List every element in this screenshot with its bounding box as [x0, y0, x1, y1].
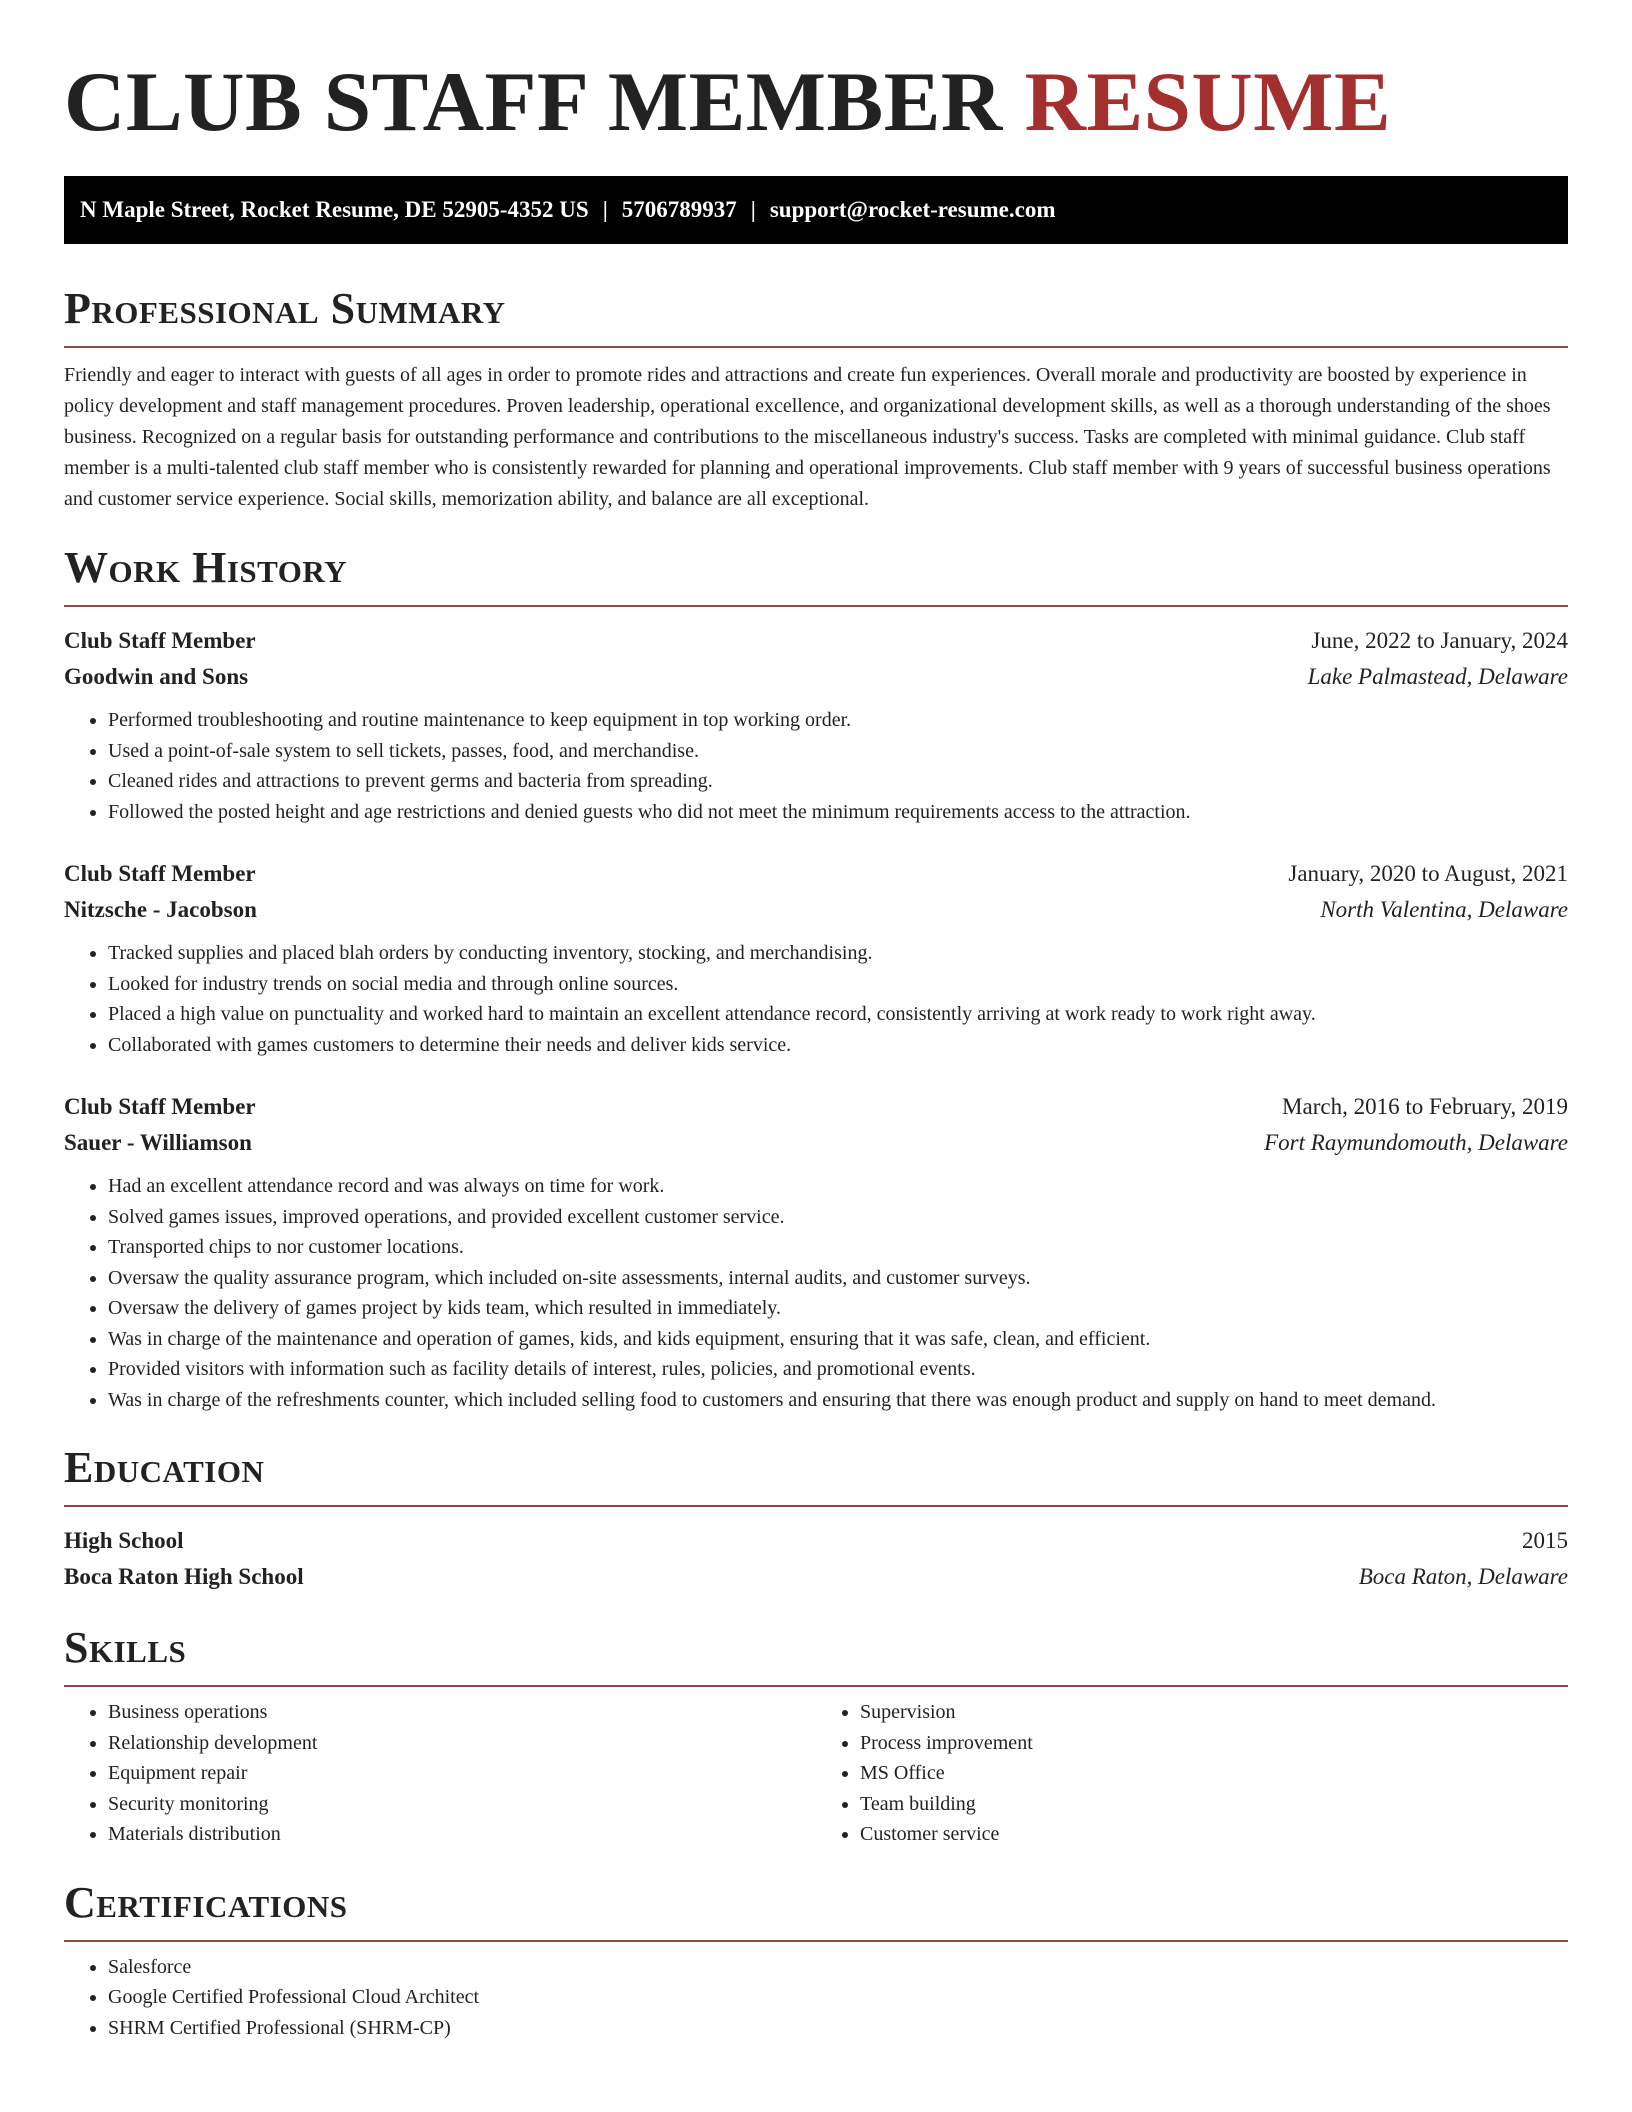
- job-location: North Valentina, Delaware: [1320, 897, 1568, 922]
- job-entry: [64, 856, 1568, 1060]
- skill-item: • Materials distribution: [108, 1819, 816, 1850]
- job-dates: March, 2016 to February, 2019: [1282, 1094, 1568, 1119]
- education-heading: Education: [64, 1441, 1568, 1507]
- job-bullet: • Placed a high value on punctuality and worked hard to maintain an excellent attendance record, consistently arriving at work ready to work right away.: [108, 999, 1568, 1030]
- job-dates: January, 2020 to August, 2021: [1288, 861, 1568, 886]
- skill-item: • Business operations: [108, 1697, 816, 1728]
- job-bullet: • Transported chips to nor customer locations.: [108, 1232, 1568, 1263]
- job-bullet: • Oversaw the quality assurance program, which included on-site assessments, internal audits, and customer surveys.: [108, 1263, 1568, 1294]
- job-location: Fort Raymundomouth, Delaware: [1264, 1130, 1568, 1155]
- certification-item: • SHRM Certified Professional (SHRM-CP): [108, 2013, 1568, 2044]
- contact-separator: |: [750, 197, 756, 222]
- skills-heading: Skills: [64, 1621, 1568, 1687]
- contact-email: support@rocket-resume.com: [769, 197, 1056, 222]
- skills-section: [64, 1621, 1568, 1850]
- job-company: Sauer - Williamson: [64, 1130, 252, 1155]
- skills-list-left: [64, 1697, 816, 1850]
- skill-item: • MS Office: [860, 1758, 1568, 1789]
- work-history-section: [64, 541, 1568, 1415]
- job-location: Lake Palmastead, Delaware: [1307, 664, 1568, 689]
- education-school: Boca Raton High School: [64, 1564, 304, 1589]
- job-title: Club Staff Member: [64, 861, 256, 886]
- skill-item: • Customer service: [860, 1819, 1568, 1850]
- job-company-row: [64, 892, 1568, 928]
- summary-heading: Professional Summary: [64, 282, 1568, 348]
- education-degree: High School: [64, 1528, 184, 1553]
- education-location: Boca Raton, Delaware: [1358, 1564, 1568, 1589]
- job-title: Club Staff Member: [64, 628, 256, 653]
- job-bullet: • Performed troubleshooting and routine maintenance to keep equipment in top working order.: [108, 705, 1568, 736]
- job-title-row: [64, 1089, 1568, 1125]
- education-entry: [64, 1523, 1568, 1595]
- job-company-row: [64, 659, 1568, 695]
- education-degree-row: [64, 1523, 1568, 1559]
- job-company: Nitzsche - Jacobson: [64, 897, 257, 922]
- job-bullet: • Followed the posted height and age restrictions and denied guests who did not meet the minimum requirements access to the attraction.: [108, 797, 1568, 828]
- education-year: 2015: [1522, 1528, 1568, 1553]
- contact-phone: 5706789937: [621, 197, 737, 222]
- job-bullet: • Had an excellent attendance record and was always on time for work.: [108, 1171, 1568, 1202]
- skills-grid: [64, 1687, 1568, 1850]
- job-bullet: • Provided visitors with information such as facility details of interest, rules, policies, and promotional events.: [108, 1354, 1568, 1385]
- title-main: CLUB STAFF MEMBER: [64, 55, 1003, 149]
- job-bullet: • Cleaned rides and attractions to prevent germs and bacteria from spreading.: [108, 766, 1568, 797]
- certifications-section: [64, 1876, 1568, 2044]
- summary-text: Friendly and eager to interact with guests of all ages in order to promote rides and attractions and create fun experiences. Overall morale and productivity are boosted by experience in policy development and staff management procedures. Proven leadership, operational excellence, and organizational development skills, as well as a thorough understanding of the shoes business. Recognized on a regular basis for outstanding performance and contributions to the miscellaneous industry's success. Tasks are completed with minimal guidance. Club staff member is a multi-talented club staff member who is consistently rewarded for planning and operational improvements. Club staff member with 9 years of successful business operations and customer service experience. Social skills, memorization ability, and balance are all exceptional.: [64, 364, 1551, 510]
- title-accent: RESUME: [1024, 55, 1392, 149]
- job-title-row: [64, 856, 1568, 892]
- job-company-row: [64, 1125, 1568, 1161]
- work-history-heading: Work History: [64, 541, 1568, 607]
- job-bullet: • Was in charge of the maintenance and operation of games, kids, and kids equipment, ensuring that it was safe, clean, and efficient.: [108, 1324, 1568, 1355]
- job-entry: [64, 623, 1568, 827]
- job-bullets: [64, 1171, 1568, 1415]
- job-dates: June, 2022 to January, 2024: [1311, 628, 1568, 653]
- certifications-list: [64, 1952, 1568, 2044]
- job-bullets: [64, 705, 1568, 827]
- job-company: Goodwin and Sons: [64, 664, 249, 689]
- education-section: [64, 1441, 1568, 1595]
- skill-item: • Process improvement: [860, 1728, 1568, 1759]
- education-school-row: [64, 1559, 1568, 1595]
- skill-item: • Relationship development: [108, 1728, 816, 1759]
- job-entry: [64, 1089, 1568, 1415]
- contact-address: N Maple Street, Rocket Resume, DE 52905-4352 US: [80, 197, 589, 222]
- skills-list-right: [816, 1697, 1568, 1850]
- job-title-row: [64, 623, 1568, 659]
- job-bullet: • Oversaw the delivery of games project by kids team, which resulted in immediately.: [108, 1293, 1568, 1324]
- summary-section: [64, 282, 1568, 515]
- certification-item: • Salesforce: [108, 1952, 1568, 1983]
- job-bullet: • Collaborated with games customers to determine their needs and deliver kids service.: [108, 1030, 1568, 1061]
- job-bullets: [64, 938, 1568, 1060]
- job-bullet: • Used a point-of-sale system to sell tickets, passes, food, and merchandise.: [108, 736, 1568, 767]
- contact-separator: |: [602, 197, 608, 222]
- contact-bar: [64, 176, 1568, 244]
- certifications-heading: Certifications: [64, 1876, 1568, 1942]
- skill-item: • Supervision: [860, 1697, 1568, 1728]
- resume-title: [64, 0, 1568, 152]
- job-bullet: • Solved games issues, improved operations, and provided excellent customer service.: [108, 1202, 1568, 1233]
- skill-item: • Security monitoring: [108, 1789, 816, 1820]
- job-title: Club Staff Member: [64, 1094, 256, 1119]
- job-bullet: • Tracked supplies and placed blah orders by conducting inventory, stocking, and merchandising.: [108, 938, 1568, 969]
- certification-item: • Google Certified Professional Cloud Architect: [108, 1982, 1568, 2013]
- job-bullet: • Looked for industry trends on social media and through online sources.: [108, 969, 1568, 1000]
- skill-item: • Equipment repair: [108, 1758, 816, 1789]
- skill-item: • Team building: [860, 1789, 1568, 1820]
- job-bullet: • Was in charge of the refreshments counter, which included selling food to customers and ensuring that there was enough product and supply on hand to meet demand.: [108, 1385, 1568, 1416]
